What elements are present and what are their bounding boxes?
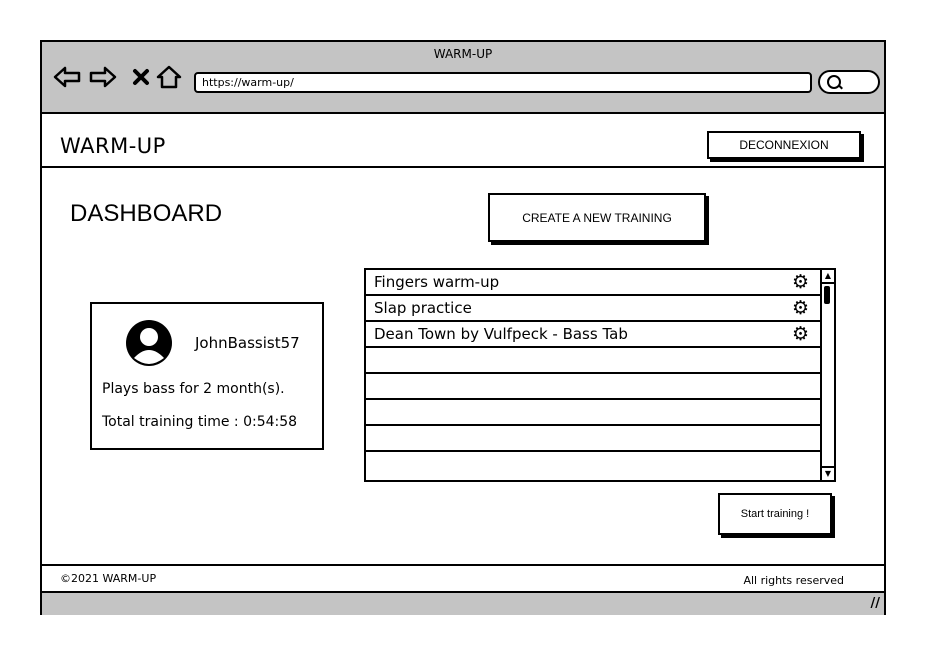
browser-chrome <box>42 42 884 114</box>
search-icon <box>827 75 841 89</box>
user-avatar-icon <box>124 318 174 368</box>
training-label: Dean Town by Vulfpeck - Bass Tab <box>374 325 628 343</box>
training-row[interactable] <box>366 270 820 296</box>
plays-duration: Plays bass for 2 month(s). <box>102 381 285 397</box>
resize-grip-icon[interactable]: // <box>870 596 880 611</box>
header-divider <box>42 166 884 168</box>
start-training-button[interactable]: Start training ! <box>718 493 832 535</box>
empty-row <box>366 452 820 478</box>
list-scrollbar[interactable] <box>820 270 834 480</box>
training-row[interactable] <box>366 322 820 348</box>
total-training-time: Total training time : 0:54:58 <box>102 414 298 430</box>
username: JohnBassist57 <box>195 334 300 352</box>
create-training-button[interactable]: CREATE A NEW TRAINING <box>488 193 706 242</box>
browser-window <box>40 40 886 615</box>
page-title: DASHBOARD <box>70 200 223 227</box>
scroll-up-icon[interactable]: ▲ <box>822 270 834 284</box>
gear-icon[interactable]: ⚙ <box>792 323 810 345</box>
search-button[interactable] <box>818 70 880 94</box>
footer-divider <box>42 564 884 566</box>
empty-row <box>366 400 820 426</box>
home-icon[interactable] <box>154 64 184 90</box>
url-bar[interactable]: https://warm-up/ <box>194 72 812 93</box>
gear-icon[interactable]: ⚙ <box>792 297 810 319</box>
empty-row <box>366 426 820 452</box>
brand-logo: WARM-UP <box>60 134 166 158</box>
back-arrow-icon[interactable] <box>52 64 82 90</box>
training-label: Slap practice <box>374 299 472 317</box>
status-bar <box>42 591 884 615</box>
empty-row <box>366 348 820 374</box>
window-title: WARM-UP <box>433 47 493 61</box>
scroll-thumb[interactable] <box>824 286 830 304</box>
forward-arrow-icon[interactable] <box>88 64 118 90</box>
logout-button[interactable]: DECONNEXION <box>707 131 861 159</box>
training-label: Fingers warm-up <box>374 273 500 291</box>
scroll-down-icon[interactable]: ▼ <box>822 466 834 480</box>
gear-icon[interactable]: ⚙ <box>792 271 810 293</box>
training-list[interactable] <box>364 268 836 482</box>
empty-row <box>366 374 820 400</box>
close-x-icon[interactable] <box>126 64 156 90</box>
copyright-text: ©2021 WARM-UP <box>60 572 157 585</box>
profile-card <box>90 302 324 450</box>
training-row[interactable] <box>366 296 820 322</box>
rights-text: All rights reserved <box>743 574 844 587</box>
